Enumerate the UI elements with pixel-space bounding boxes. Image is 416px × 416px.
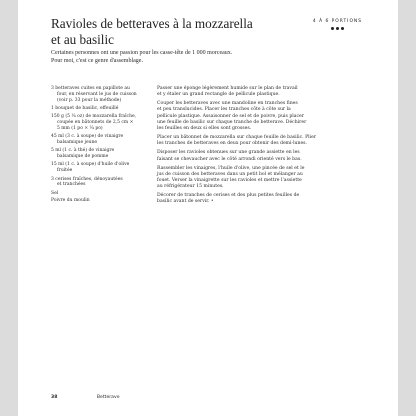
ingredient-line: Poivre du moulin	[51, 197, 90, 203]
ingredient-line: 5 mm (1 po × ¼ po)	[57, 126, 103, 132]
cookbook-page	[18, 0, 398, 416]
ingredient-item	[51, 198, 161, 204]
ingredient-item	[51, 114, 161, 132]
step-line: une feuille de basilic sur chaque tranche de betterave. Déchirer	[157, 119, 307, 125]
method-step	[157, 135, 317, 147]
method-step	[157, 193, 303, 205]
step-line: les tranches de betteraves en deux pour obtenir des demi-lunes.	[157, 141, 307, 147]
difficulty-dot-icon	[331, 27, 334, 30]
ingredient-line: 3 cerises fraîches, dénoyautées	[51, 176, 123, 182]
ingredient-line: 5 ml (1 c. à thé) de vinaigre	[51, 148, 115, 154]
step-line: basilic avant de servir. •	[157, 199, 214, 205]
step-line: Rassembler les vinaigres, l'huile d'olive, une pincée de sel et le	[157, 165, 305, 171]
ingredient-line: 15 ml (1 c. à soupe) d'huile d'olive	[51, 162, 130, 168]
step-line: les feuilles en deux si elles sont grosses.	[157, 125, 252, 131]
intro-line: Certaines personnes ont une passion pour les casse-tête de 1 000 morceaux.	[51, 50, 233, 56]
page-number: 38	[51, 395, 58, 400]
step-line: Couper les betteraves avec une mandoline en tranches fines	[157, 101, 298, 107]
ingredient-item	[51, 86, 161, 104]
step-line: et peu translucides. Placer les tranches côte à côte sur la	[157, 107, 291, 113]
ingredient-list	[51, 86, 161, 206]
recipe-intro	[51, 49, 331, 65]
portions-label: 4 À 6 PORTIONS	[312, 19, 362, 24]
intro-line: Pour moi, c'est ce genre d'assemblage.	[51, 58, 143, 65]
method-step	[157, 101, 307, 131]
portions-block	[313, 19, 362, 30]
ingredient-item	[51, 177, 161, 189]
step-line: Passer une éponge légèrement humide sur le plan de travail	[157, 86, 298, 91]
difficulty-dots	[313, 27, 362, 30]
recipe-title-line: Ravioles de betteraves à la mozzarella	[51, 16, 253, 31]
step-line: faisant se chevaucher avec le côté arrondi orienté vers le bas.	[157, 156, 302, 162]
ingredient-line: (voir p. 33 pour la méthode)	[57, 97, 122, 103]
ingredient-item	[51, 162, 161, 174]
difficulty-dot-icon	[341, 27, 344, 30]
method-step	[157, 166, 303, 190]
ingredient-line: 3 betteraves cuites en papillote au	[51, 86, 130, 91]
step-line: au réfrigérateur 15 minutes.	[157, 184, 224, 190]
difficulty-dot-icon	[336, 27, 339, 30]
step-line: Placer un bâtonnet de mozzarella sur chaque feuille de basilic. Plier	[157, 135, 317, 141]
ingredient-item	[51, 106, 161, 112]
ingredient-item	[51, 134, 161, 146]
ingredient-line: coupée en bâtonnets de 2,5 cm ×	[57, 120, 134, 126]
ingredient-line: balsamique jeune	[57, 140, 98, 146]
ingredient-item	[51, 191, 161, 197]
ingredient-line: four, en réservant le jus de cuisson	[57, 91, 137, 97]
step-line: Décorer de tranches de cerises et des plus petites feuilles de	[157, 193, 300, 199]
recipe-title	[51, 16, 281, 47]
ingredient-line: 1 bouquet de basilic, effeuillé	[51, 106, 119, 112]
step-line: et y étaler un grand rectangle de pellicule plastique.	[157, 92, 280, 98]
ingredient-line: balsamique de pomme	[57, 154, 109, 160]
running-head: Betterave	[96, 395, 120, 400]
method-steps	[157, 86, 317, 209]
method-step	[157, 86, 303, 98]
ingredient-line: 150 g (5 ¼ oz) de mozzarella fraîche,	[51, 114, 137, 120]
ingredient-line: fruitée	[57, 168, 73, 174]
step-line: Disposer les ravioles obtenues sur une grande assiette en les	[157, 150, 300, 156]
ingredient-line: et tranchées	[57, 182, 86, 188]
ingredient-line: Sel	[51, 190, 59, 196]
page-footer	[51, 395, 120, 400]
step-line: jus de cuisson des betteraves dans un petit bol et mélanger au	[157, 171, 303, 177]
recipe-title-line: et au basilic	[51, 31, 114, 47]
step-line: pellicule plastique. Assaisonner de sel et de poivre, puis placer	[157, 113, 304, 119]
step-line: fouet. Verser la vinaigrette sur les ravioles et mettre l'assiette	[157, 177, 302, 183]
ingredient-line: 45 ml (3 c. à soupe) de vinaigre	[51, 134, 124, 140]
ingredient-item	[51, 148, 161, 160]
method-step	[157, 150, 303, 162]
